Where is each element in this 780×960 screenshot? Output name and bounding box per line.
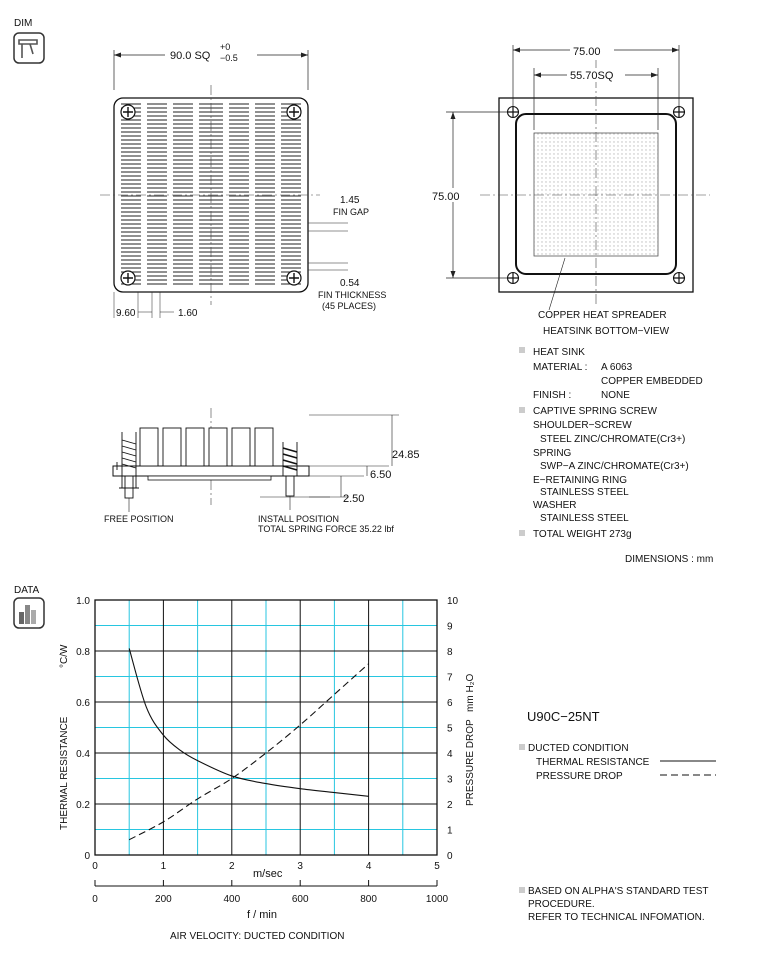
x-bottom-tick: 800 [360, 894, 377, 905]
data-section-label: DATA [14, 585, 40, 596]
spec-washer: WASHER [533, 500, 577, 511]
free-position-label: FREE POSITION [104, 514, 174, 524]
dimensions-note: DIMENSIONS : mm [625, 554, 714, 565]
spec-material-label: MATERIAL : [533, 362, 588, 373]
y-right-unit: mm H₂O [465, 673, 476, 712]
y-left-tick: 0 [84, 851, 90, 862]
chart-caption: AIR VELOCITY: DUCTED CONDITION [170, 931, 345, 942]
top-view [100, 42, 386, 319]
x-bottom-label: f / min [247, 909, 277, 921]
x-top-label: m/sec [253, 868, 283, 880]
y-right-tick: 2 [447, 800, 453, 811]
y-right-tick: 10 [447, 596, 459, 607]
spec-material-value: A 6063 [601, 362, 633, 373]
bullet-square [519, 887, 525, 893]
legend-thermal: THERMAL RESISTANCE [536, 757, 650, 768]
legend-condition: DUCTED CONDITION [528, 743, 629, 754]
y-right-tick: 7 [447, 672, 453, 684]
series-pressure-drop [129, 664, 368, 840]
side-fin [232, 428, 250, 466]
fin-gap-label: FIN GAP [333, 207, 370, 217]
y-right-tick: 0 [447, 851, 453, 862]
side-fin [255, 428, 273, 466]
x-bottom-tick: 600 [291, 894, 309, 905]
performance-chart [59, 596, 476, 942]
y-left-label: THERMAL RESISTANCE [59, 716, 70, 830]
side-view [104, 408, 420, 534]
top-width-dim: 90.0 SQ [170, 50, 211, 62]
y-right-tick: 4 [447, 749, 453, 760]
legend-pressure: PRESSURE DROP [536, 771, 623, 782]
spec-shoulder: SHOULDER−SCREW [533, 420, 632, 431]
dim-spacing: 1.60 [178, 308, 198, 319]
spec-list [519, 347, 713, 565]
side-fin [209, 428, 227, 466]
bar-chart-icon [14, 598, 44, 628]
spec-finish-value: NONE [601, 390, 630, 401]
spec-eretaining: E−RETAINING RING [533, 475, 627, 486]
spec-spring-swp: SWP−A ZINC/CHROMATE(Cr3+) [540, 461, 689, 472]
side-fin [186, 428, 204, 466]
spring-force-label: TOTAL SPRING FORCE 35.22 lbf [258, 524, 394, 534]
bullet-square [519, 530, 525, 536]
y-right-tick: 8 [447, 647, 453, 658]
bottom-view-title: HEATSINK BOTTOM−VIEW [543, 326, 670, 337]
model-name: U90C−25NT [527, 709, 600, 724]
bottom-inner-width: 55.70SQ [570, 70, 614, 82]
note-line1: BASED ON ALPHA'S STANDARD TEST [528, 886, 709, 897]
tolerance-plus: +0 [220, 42, 231, 52]
note-line2: PROCEDURE. [528, 899, 595, 910]
side-fin [140, 428, 158, 466]
series-thermal-resistance [129, 648, 368, 796]
y-left-tick: 0.2 [76, 800, 90, 811]
note-line3: REFER TO TECHNICAL INFOMATION. [528, 912, 705, 923]
y-left-tick: 0.4 [76, 749, 90, 760]
spreader-label: COPPER HEAT SPREADER [538, 310, 667, 321]
spec-captive: CAPTIVE SPRING SCREW [533, 406, 657, 417]
fin-places: (45 PLACES) [322, 301, 377, 311]
x-top-tick: 0 [92, 861, 98, 872]
y-right-tick: 5 [447, 723, 453, 735]
fin-gap-value: 1.45 [340, 195, 360, 206]
bottom-height: 75.00 [432, 191, 460, 203]
y-left-tick: 0.8 [76, 647, 90, 658]
bottom-view [430, 43, 710, 337]
bullet-square [519, 407, 525, 413]
spec-eretaining-mat: STAINLESS STEEL [540, 487, 629, 498]
height-total: 24.85 [392, 449, 420, 461]
y-right-tick: 3 [447, 774, 453, 786]
fin-thickness-label: FIN THICKNESS [318, 290, 387, 300]
x-top-tick: 4 [365, 861, 372, 872]
caliper-icon [14, 33, 44, 63]
dim-section-label: DIM [14, 18, 33, 29]
spec-weight: TOTAL WEIGHT 273g [533, 529, 632, 540]
fin-thickness-value: 0.54 [340, 278, 360, 289]
test-note [519, 886, 708, 923]
spec-material-value2: COPPER EMBEDDED [601, 376, 703, 387]
x-top-tick: 2 [229, 861, 235, 872]
y-right-label: PRESSURE DROP [465, 719, 476, 806]
x-bottom-tick: 200 [155, 894, 172, 905]
y-right-tick: 9 [447, 621, 453, 633]
x-top-tick: 3 [297, 861, 303, 872]
bullet-square [519, 347, 525, 353]
x-top-tick: 5 [434, 861, 440, 872]
bottom-outer-width: 75.00 [573, 46, 601, 58]
bullet-square [519, 744, 525, 750]
x-bottom-tick: 400 [223, 894, 241, 905]
spec-finish-label: FINISH : [533, 390, 572, 401]
x-bottom-tick: 1000 [425, 894, 449, 905]
x-bottom-tick: 0 [92, 894, 98, 905]
height-base: 6.50 [370, 469, 392, 481]
y-right-tick: 1 [447, 825, 453, 837]
y-left-tick: 1.0 [76, 596, 90, 607]
y-left-tick: 0.6 [76, 698, 90, 709]
spec-washer-mat: STAINLESS STEEL [540, 513, 629, 524]
y-left-unit: °C/W [59, 644, 70, 668]
tolerance-minus: −0.5 [220, 53, 238, 63]
spec-shoulder-steel: STEEL ZINC/CHROMATE(Cr3+) [540, 434, 686, 445]
x-top-tick: 1 [160, 861, 167, 872]
dim-left: 9.60 [116, 308, 136, 319]
y-right-tick: 6 [447, 698, 453, 709]
chart-legend [519, 709, 716, 782]
spec-heat-sink: HEAT SINK [533, 347, 585, 358]
height-gap: 2.50 [343, 493, 365, 505]
spec-spring: SPRING [533, 448, 572, 459]
install-position-label: INSTALL POSITION [258, 514, 340, 524]
side-fin [163, 428, 181, 466]
